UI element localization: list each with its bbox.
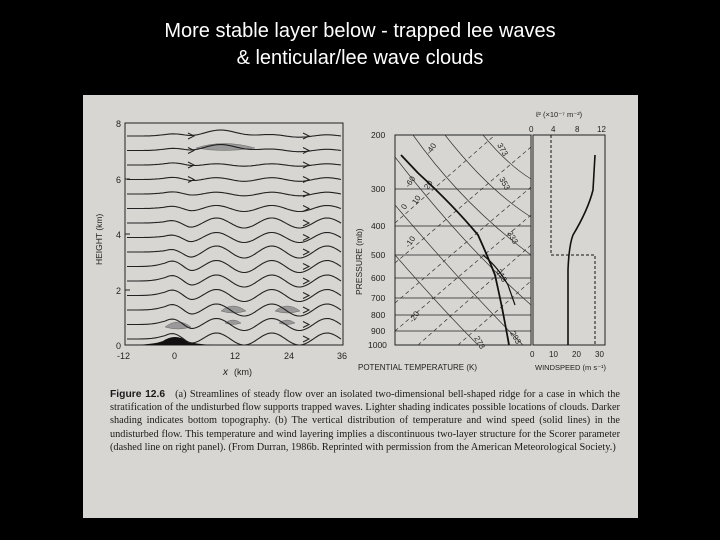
streamline-arrow [303, 133, 309, 139]
figure-scan [83, 95, 638, 518]
cloud-low-1 [165, 322, 191, 329]
pressure-tick-400: 400 [371, 221, 386, 231]
streamline-arrow [188, 177, 194, 183]
streamlines [127, 130, 341, 345]
panel-a [94, 119, 347, 378]
x-tick-24: 24 [284, 351, 295, 361]
adiabat-label-373: 373 [495, 141, 510, 158]
isotherm-label-20: 20 [422, 178, 435, 192]
wind-profile [568, 155, 595, 345]
streamline-arrow [303, 191, 309, 197]
streamline-arrow [303, 322, 309, 328]
x-tick-12: 12 [230, 351, 241, 361]
scorer-profile [551, 135, 595, 345]
pressure-tick-700: 700 [371, 293, 386, 303]
streamline-arrow [303, 336, 309, 342]
caption-text: (a) Streamlines of steady flow over an isolated two-dimensional bell-shaped ridge for a case in which the stratification of the undisturbed flow supports trapped waves. Lighter shading indicates possible locations of clouds. Darker shading indicates bottom topography. (b) The vertical distribution of temperature and wind speed (solid lines) in the undisturbed flow. This temperature and wind layering implies a discontinuous two-layer structure for the Scorer parameter (dashed line on right panel). (From Durran, 1986b. Reprinted with permission from the American Meteorological Society.) [110, 389, 620, 453]
x-tick-m12: -12 [117, 351, 131, 361]
x-tick-0: 0 [172, 351, 178, 361]
windspeed-axis-label: WINDSPEED (m s⁻¹) [535, 363, 607, 372]
streamline-arrow [303, 220, 309, 226]
streamline-arrow [303, 235, 309, 241]
height-tick-4: 4 [116, 230, 122, 240]
ridge-topography [125, 337, 223, 345]
pressure-tick-600: 600 [371, 273, 386, 283]
slide-title-line2: & lenticular/lee wave clouds [236, 47, 484, 69]
adiabat-label-273: 273 [472, 334, 487, 351]
scorer-tick-8: 8 [575, 125, 580, 134]
wind-tick-0: 0 [530, 350, 535, 359]
isotherm-label-m40: -40 [424, 141, 439, 157]
pressure-tick-800: 800 [371, 310, 386, 320]
panel-b [354, 110, 607, 372]
isotherm-label-m20: -20 [407, 309, 422, 325]
streamline-arrow [303, 148, 309, 154]
pressure-tick-200: 200 [371, 130, 386, 140]
scorer-tick-12: 12 [597, 125, 606, 134]
pressure-tick-500: 500 [371, 250, 386, 260]
slide-title [0, 18, 720, 72]
height-tick-2: 2 [116, 286, 122, 296]
isotherm-label-m60: -60 [403, 174, 418, 190]
adiabat-label-333: 333 [505, 229, 520, 246]
height-tick-0: 0 [116, 341, 122, 351]
scorer-axis-label: ℓ² (×10⁻⁷ m⁻²) [536, 110, 583, 119]
height-tick-6: 6 [116, 175, 122, 185]
streamline-arrow [303, 293, 309, 299]
adiabat-label-353: 353 [497, 175, 512, 192]
wind-tick-10: 10 [549, 350, 558, 359]
scorer-tick-0: 0 [529, 125, 534, 134]
streamline-arrow [303, 177, 309, 183]
streamline-arrow [303, 278, 309, 284]
x-axis-unit: (km) [234, 367, 252, 377]
figure-number: Figure 12.6 [110, 389, 166, 400]
x-axis-label: x [223, 367, 228, 378]
height-tick-8: 8 [116, 119, 122, 129]
isotherm-label-10: 10 [410, 193, 423, 207]
x-tick-36: 36 [337, 351, 348, 361]
pressure-axis-label: PRESSURE (mb) [354, 228, 364, 295]
adiabat-label-313: 313 [494, 267, 509, 284]
height-axis-label: HEIGHT (km) [94, 213, 104, 265]
streamline-arrow [303, 264, 309, 270]
pressure-tick-300: 300 [371, 184, 386, 194]
theta-axis-label: POTENTIAL TEMPERATURE (K) [358, 363, 477, 372]
isotherm-label-0: 0 [399, 202, 410, 212]
figure-caption [110, 388, 620, 454]
pressure-tick-1000: 1000 [368, 340, 387, 350]
wind-tick-30: 30 [595, 350, 604, 359]
streamline-arrow [303, 249, 309, 255]
adiabat-label-293: 293 [508, 329, 523, 346]
scorer-tick-4: 4 [551, 125, 556, 134]
pressure-tick-900: 900 [371, 326, 386, 336]
wind-tick-20: 20 [572, 350, 581, 359]
streamline-arrow [303, 307, 309, 313]
slide-title-line1: More stable layer below - trapped lee waves [164, 20, 556, 42]
streamline-arrow [303, 162, 309, 168]
isotherm-label-m10: -10 [403, 234, 418, 250]
figure-svg [83, 95, 638, 518]
